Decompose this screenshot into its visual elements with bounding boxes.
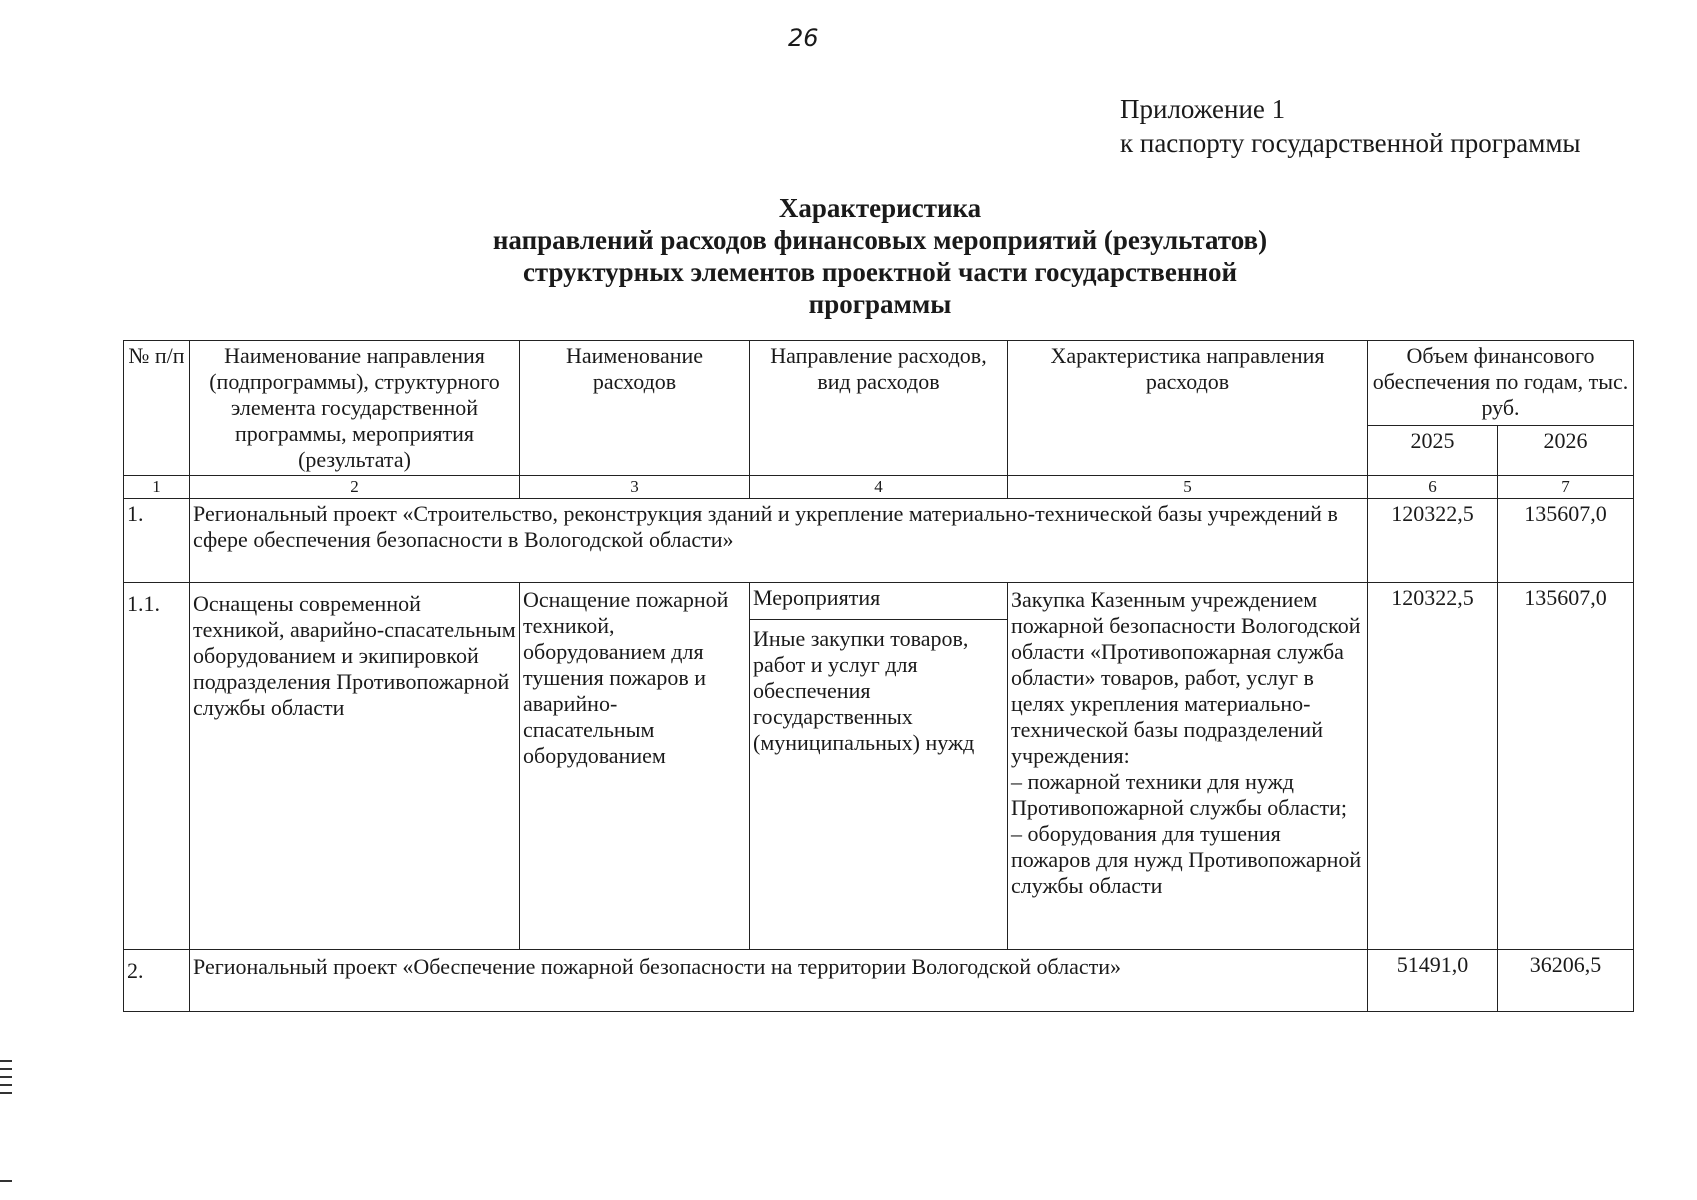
column-number: 4 bbox=[750, 476, 1008, 499]
table-row bbox=[124, 499, 1634, 583]
column-numbers-row bbox=[124, 476, 1634, 499]
header-funding: Объем финансового обеспечения по годам, тыс. руб. bbox=[1368, 341, 1634, 426]
amount-2025: 51491,0 bbox=[1368, 950, 1498, 1012]
amount-2026: 135607,0 bbox=[1498, 583, 1634, 950]
margin-tick bbox=[0, 1180, 12, 1182]
appendix-line-1: Приложение 1 bbox=[1120, 94, 1286, 124]
row-name: Региональный проект «Строительство, реконструкция зданий и укрепление материально-технической базы учреждений в сфере обеспечения безопасности в Вологодской области» bbox=[190, 499, 1368, 583]
column-number: 2 bbox=[190, 476, 520, 499]
header-year-2026: 2026 bbox=[1498, 426, 1634, 476]
row-name: Оснащены современной техникой, аварийно-спасательным оборудованием и экипировкой подразделения Противопожарной службы области bbox=[190, 583, 520, 950]
appendix-note bbox=[1120, 92, 1581, 160]
header-characteristic: Характеристика направления расходов bbox=[1008, 341, 1368, 476]
row-number: 2. bbox=[124, 950, 190, 1012]
page-number: 26 bbox=[788, 24, 819, 52]
row-number: 1. bbox=[124, 499, 190, 583]
row-characteristic bbox=[1008, 583, 1368, 950]
amount-2025: 120322,5 bbox=[1368, 499, 1498, 583]
title-line-4: программы bbox=[808, 289, 952, 319]
header-expense-name: Наименование расходов bbox=[520, 341, 750, 476]
appendix-line-2: к паспорту государственной программы bbox=[1120, 128, 1581, 158]
header-row bbox=[124, 341, 1634, 426]
table-row bbox=[124, 950, 1634, 1012]
title-line-1: Характеристика bbox=[778, 193, 982, 223]
expenses-table bbox=[123, 340, 1634, 1012]
header-name: Наименование направления (подпрограммы), структурного элемента государственной программы, мероприятия (результата) bbox=[190, 341, 520, 476]
characteristic-intro: Закупка Казенным учреждением пожарной безопасности Вологодской области «Противопожарная служба области» товаров, работ, услуг в целях укрепления материально-технической базы подразделений учреждения: bbox=[1011, 587, 1361, 768]
title-line-2: направлений расходов финансовых мероприятий (результатов) bbox=[492, 225, 1268, 255]
header-number: № п/п bbox=[124, 341, 190, 476]
column-number: 6 bbox=[1368, 476, 1498, 499]
row-direction bbox=[750, 583, 1008, 950]
characteristic-item: – оборудования для тушения пожаров для нужд Противопожарной службы области bbox=[1011, 821, 1362, 898]
document-title bbox=[380, 192, 1380, 320]
title-line-3: структурных элементов проектной части государственной bbox=[522, 257, 1238, 287]
row-expense-name: Оснащение пожарной техникой, оборудованием для тушения пожаров и аварийно-спасательным оборудованием bbox=[520, 583, 750, 950]
binding-marks bbox=[0, 1060, 14, 1100]
characteristic-item: – пожарной техники для нужд Противопожарной службы области; bbox=[1011, 769, 1347, 820]
header-year-2025: 2025 bbox=[1368, 426, 1498, 476]
column-number: 7 bbox=[1498, 476, 1634, 499]
direction-activity: Мероприятия bbox=[750, 583, 1007, 620]
amount-2026: 36206,5 bbox=[1498, 950, 1634, 1012]
header-direction: Направление расходов, вид расходов bbox=[750, 341, 1008, 476]
column-number: 1 bbox=[124, 476, 190, 499]
amount-2026: 135607,0 bbox=[1498, 499, 1634, 583]
table-row bbox=[124, 583, 1634, 950]
amount-2025: 120322,5 bbox=[1368, 583, 1498, 950]
direction-type: Иные закупки товаров, работ и услуг для обеспечения государственных (муниципальных) нужд bbox=[753, 626, 975, 755]
column-number: 5 bbox=[1008, 476, 1368, 499]
column-number: 3 bbox=[520, 476, 750, 499]
row-name: Региональный проект «Обеспечение пожарной безопасности на территории Вологодской области» bbox=[190, 950, 1368, 1012]
row-number: 1.1. bbox=[124, 583, 190, 950]
